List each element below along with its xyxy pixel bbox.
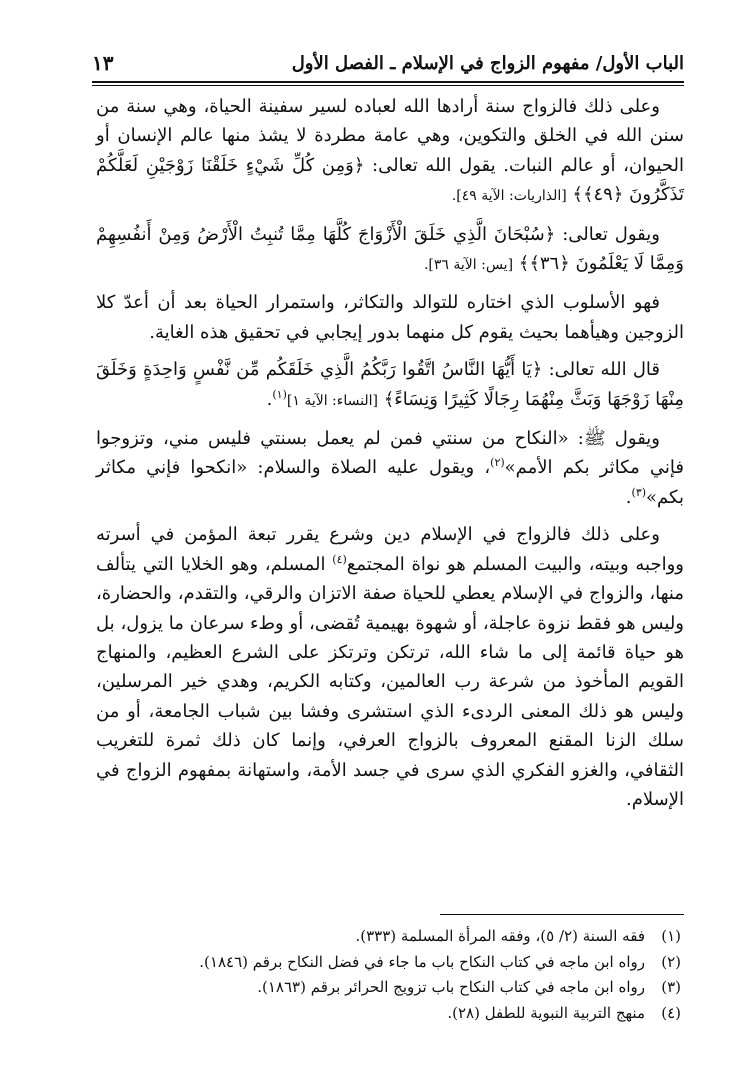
- verse-reference: [النساء: الآية ١]: [286, 392, 378, 409]
- footnote-marker[interactable]: (١): [272, 387, 287, 401]
- footnote-number: (١): [661, 927, 681, 945]
- footnote-item: [81, 950, 681, 976]
- footnote-text: فقه السنة (٢/ ٥)، وفقه المرأة المسلمة (٣٣٣).: [355, 927, 645, 945]
- footnote-item: [81, 924, 681, 950]
- footnote-text: رواه ابن ماجه في كتاب النكاح باب تزويج الحرائر برقم (١٨٦٣).: [257, 978, 645, 996]
- paragraph-3: [96, 288, 684, 347]
- paragraph-tail: .: [625, 486, 632, 508]
- footnote-rule: [440, 914, 684, 915]
- paragraph-text: ، ويقول عليه الصلاة والسلام: «انكحوا فإني مكاثر بكم»: [96, 457, 684, 508]
- paragraph-4: [96, 355, 684, 416]
- footnote-item: [81, 1001, 681, 1027]
- footnote-item: [81, 975, 681, 1001]
- header-rule: [92, 81, 684, 86]
- footnote-text: رواه ابن ماجه في كتاب النكاح باب ما جاء في فضل النكاح برقم (١٨٤٦).: [199, 952, 645, 971]
- verse-reference: [الذاريات: الآية ٤٩].: [451, 188, 567, 205]
- footnote-text: منهج التربية النبوية للطفل (٢٨).: [447, 1003, 645, 1022]
- running-title: الباب الأول/ مفهوم الزواج في الإسلام ـ الفصل الأول: [291, 52, 684, 74]
- paragraph-text: فهو الأسلوب الذي اختاره للتوالد والتكاثر، واستمرار الحياة بعد أن أعدّ كلا الزوجين وهيأهما بحيث يقوم كل منهما بدور إيجابي في تحقيق هذه الغاية.: [96, 292, 684, 343]
- paragraph-text: ويقول ﷺ: «النكاح من سنتي فمن لم يعمل بسنتي فليس مني، وتزوجوا فإني مكاثر بكم الأمم»: [96, 428, 684, 479]
- verse-reference: [يس: الآية ٣٦].: [423, 257, 514, 274]
- footnote-number: (٢): [661, 952, 681, 971]
- footnote-number: (٤): [661, 1003, 681, 1022]
- main-text: [96, 92, 684, 822]
- paragraph-tail: .: [266, 388, 273, 410]
- footnote-marker[interactable]: (٣): [631, 485, 647, 499]
- paragraph-text: المسلم، وهو الخلايا التي يتألف منها، والزواج في الإسلام يعطي للحياة صفة الاتزان والرقي، والتقدم، والحضارة، وليس هو فقط نزوة عاجلة، أو شهوة بهيمية تُقضى، أو وطء سرعان ما يزول، بل هو حياة قائمة إلى ما شاء الله، ترتكن وترتكز على الشرع العظيم، والمنهاج القويم المأخوذ من شرعة رب العالمين، وكتابه الكريم، وهدي خير المرسلين، وليس هو ذلك المعنى الردىء الذي استشرى وفشا بين شباب الجامعة، أو من سلك الزنا المقنع المعروف بالزواج العرفي، وإنما كان ذلك ثمرة للتغريب الثقافي، والغزو الفكري الذي سرى في جسد الأمة، واستهانة بمفهوم الزواج في الإسلام.: [96, 553, 684, 810]
- footnote-number: (٣): [661, 978, 681, 996]
- paragraph-2: [96, 220, 684, 281]
- paragraph-6: [96, 520, 684, 814]
- page-number: ١٣: [92, 51, 114, 75]
- footnote-marker[interactable]: (٤): [332, 552, 347, 566]
- footnote-marker[interactable]: (٢): [490, 456, 505, 470]
- paragraph-5: [96, 424, 684, 512]
- paragraph-text: وعلى ذلك فالزواج سنة أرادها الله لعباده لسير سفينة الحياة، وهي سنة من سنن الله في الخلق والتكوين، وهي عامة مطردة لا يشذ منها عالم الإنسان أو الحيوان، أو عالم النبات. يقول الله تعالى: ﴿وَمِن كُلِّ شَيْءٍ خَلَقْنَا زَوْجَيْنِ لَعَلَّكُمْ تَذَكَّرُونَ ﴿٤٩﴾﴾: [96, 96, 684, 206]
- paragraph-1: [96, 92, 684, 212]
- paragraph-text: وعلى ذلك فالزواج في الإسلام دين وشرع يقرر تبعة المؤمن في أسرته وواجبه وبيته، والبيت المسلم هو نواة المجتمع: [96, 524, 684, 575]
- page-header: [92, 46, 684, 80]
- footnotes: [81, 924, 681, 1026]
- paragraph-text: قال الله تعالى: ﴿يَا أَيُّهَا النَّاسُ اتَّقُوا رَبَّكُمُ الَّذِي خَلَقَكُم مِّن نَّفْسٍ وَاحِدَةٍ وَخَلَقَ مِنْهَا زَوْجَهَا وَبَثَّ مِنْهُمَا رِجَالًا كَثِيرًا وَنِسَاءً﴾: [96, 359, 684, 410]
- paragraph-text: ويقول تعالى: ﴿سُبْحَانَ الَّذِي خَلَقَ الْأَزْوَاجَ كُلَّهَا مِمَّا تُنبِتُ الْأَرْضُ وَمِنْ أَنفُسِهِمْ وَمِمَّا لَا يَعْلَمُونَ ﴿٣٦﴾﴾: [96, 223, 684, 275]
